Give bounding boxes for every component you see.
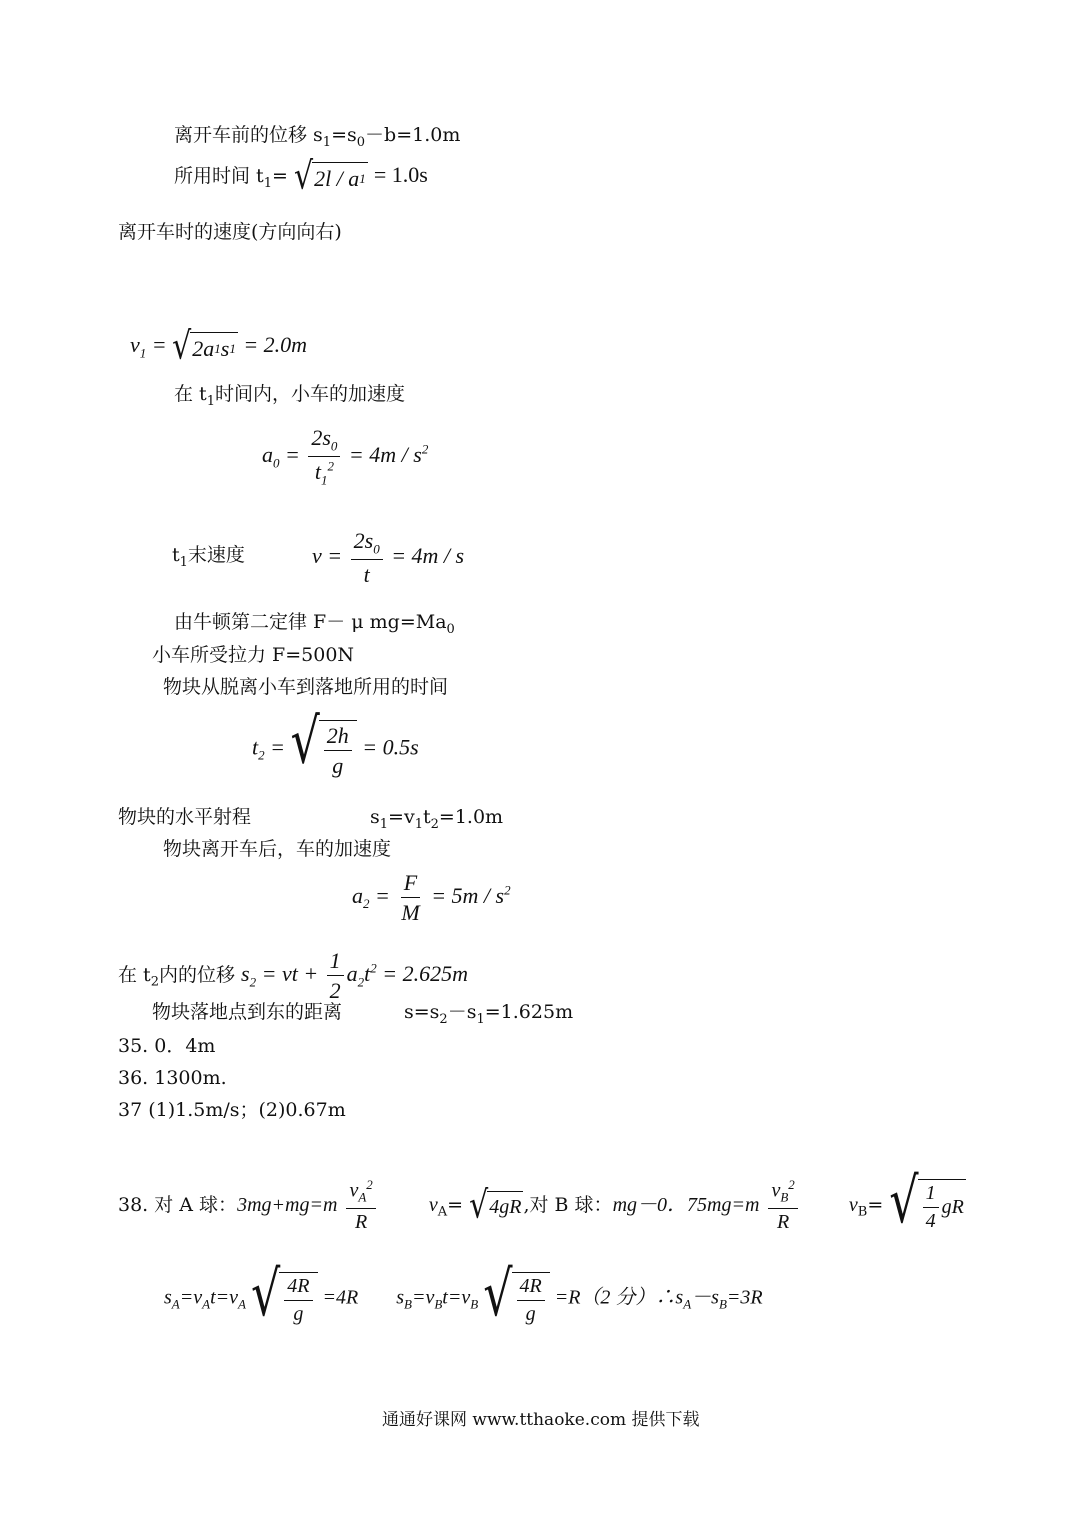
velocity-v1-formula: $v_1$ = √ 2a 1 s 1 = 2.0m [130,324,308,369]
newton-second-law: 由牛顿第二定律 F－ μ $mg=Ma_0$ [174,611,455,637]
page-footer: 通通好课网 www.tthaoke.com 提供下载 [382,1410,700,1430]
fall-time-heading: 物块从脱离小车到落地所用的时间 [163,676,449,698]
answer-38-line2: $s_A=v_At=v_A$ √ $\frac{4R}{g}$ =4R $s_B=v_Bt=v_B$ √ $\frac{4R}{g}$ =R（2 分）$\therefore s_A-s_B=3R$ [164,1257,763,1331]
acceleration-a2-formula: $a_2$ = $\frac{F}{M}$ = $5m / s^2$ [352,870,511,926]
answer-37: 37 (1)1.5m/s；(2)0.67m [118,1099,346,1121]
car-acceleration-after-heading: 物块离开车后，车的加速度 [163,838,392,860]
leaving-velocity-heading: 离开车时的速度(方向向右) [118,221,342,243]
landing-distance-formula: $s=s_2-s_1=1.625m$ [404,1001,574,1027]
horizontal-range-label: 物块的水平射程 [118,806,252,828]
landing-distance-label: 物块落地点到东的距离 [152,1001,343,1023]
car-acceleration-heading: 在 $t_1$时间内，小车的加速度 [174,383,405,409]
answer-35: 35. 0．4m [118,1035,216,1057]
pulling-force: 小车所受拉力 F=500N [152,644,355,666]
answer-38-line1: 38. 对 A 球：3mg+mg=m $\frac{v_A^2}{R}$ $v_A=$ √ 4gR ,对 B 球：mg－0．75mg=m $\frac{v_B^2}{R}$ $v_B=$ √ $\frac{1}{4}$ gR [118,1163,964,1237]
answer-36: 36. 1300m. [118,1067,227,1089]
fall-time-formula: $t_2$ = √ $\frac{2h}{g}$ = 0.5s [252,704,419,779]
displacement-t2-formula: 在 $t_2$内的位移 $s_2$ = vt + $\frac{1}{2}$ $a_2t^2 = 2.625m$ [118,948,469,1004]
displacement-before-leaving: 离开车前的位移 $s_1=s_0-b=1.0m$ [174,124,461,150]
end-velocity-label: $t_1$末速度 [172,544,245,570]
acceleration-a0-formula: $a_0$ = $\frac{2s_0}{t_1^2}$ = $4m / s^2$ [262,425,429,488]
end-velocity-formula: v = $\frac{2s_0}{t}$ = 4m / s [312,528,465,588]
horizontal-range-formula: $s_1=v_1t_2=1.0m$ [370,806,504,832]
time-used-formula: 所用时间 $t_1=$ √ 2l / a 1 = 1.0s [174,154,428,199]
